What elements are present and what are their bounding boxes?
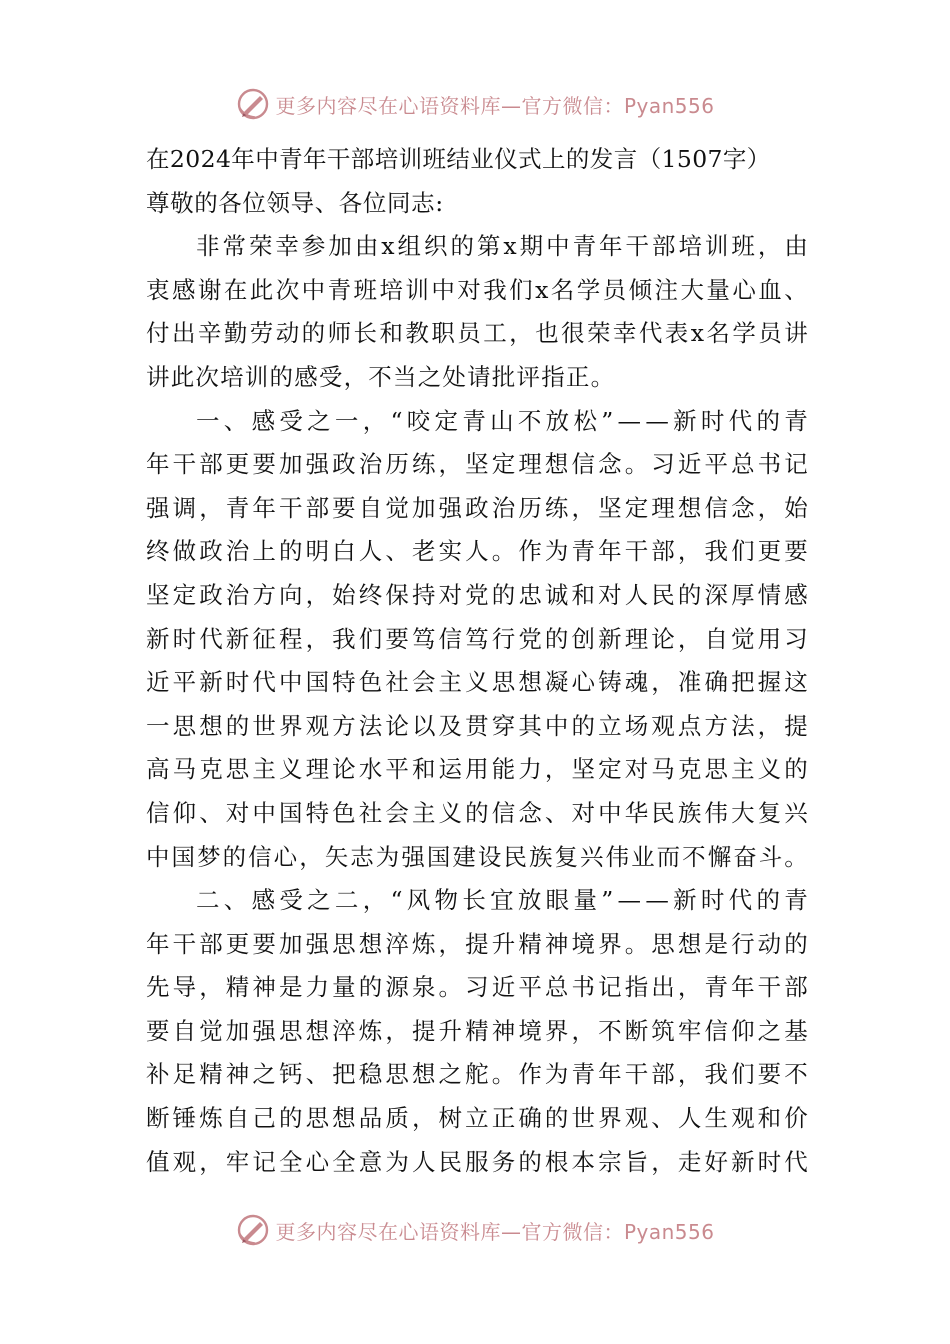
text-line: 年 干 部 更 要 加 强 思 想 淬 炼 ， 提 升 精 神 境 界 。 思 想 是 行 动 的 bbox=[146, 929, 808, 958]
text-line: 值 观 ， 牢 记 全 心 全 意 为 人 民 服 务 的 根 本 宗 旨 ， 走 好 新 时 代 bbox=[146, 1147, 808, 1176]
document-body bbox=[146, 138, 808, 1184]
text-line: 先 导 ， 精 神 是 力 量 的 源 泉 。 习 近 平 总 书 记 指 出 ， 青 年 干 部 bbox=[146, 973, 808, 1002]
greeting: 尊敬的各位领导、各位同志: bbox=[146, 188, 444, 217]
pen-in-circle-icon bbox=[235, 1212, 271, 1248]
text-line: 衷 感 谢 在 此 次 中 青 班 培 训 中 对 我 们 x 名 学 员 倾 注 大 量 心 血 、 bbox=[146, 275, 808, 304]
text-line: 年 干 部 更 要 加 强 政 治 历 练 ， 坚 定 理 想 信 念 。 习 近 平 总 书 记 bbox=[146, 450, 808, 479]
pen-in-circle-icon bbox=[235, 86, 271, 122]
text-line: 强 调 ， 青 年 干 部 要 自 觉 加 强 政 治 历 练 ， 坚 定 理 想 信 念 ， 始 bbox=[146, 493, 808, 522]
body-text bbox=[146, 225, 808, 1184]
text-line: 终 做 政 治 上 的 明 白 人 、 老 实 人 。 作 为 青 年 干 部 ， 我 们 更 要 bbox=[146, 537, 808, 566]
text-line: 近 平 新 时 代 中 国 特 色 社 会 主 义 思 想 凝 心 铸 魂 ， 准 确 把 握 这 bbox=[146, 668, 808, 697]
text-line: 讲此次培训的感受，不当之处请批评指正。 bbox=[146, 362, 616, 391]
text-line: 信 仰 、 对 中 国 特 色 社 会 主 义 的 信 念 、 对 中 华 民 族 伟 大 复 兴 bbox=[146, 798, 808, 827]
text-line: 一 、 感 受 之 一 ， “ 咬 定 青 山 不 放 松 ” — — 新 时 代 的 青 bbox=[196, 406, 808, 435]
text-line: 坚 定 政 治 方 向 ， 始 终 保 持 对 党 的 忠 诚 和 对 人 民 的 深 厚 情 感 bbox=[146, 580, 808, 609]
text-line: 一 思 想 的 世 界 观 方 法 论 以 及 贯 穿 其 中 的 立 场 观 点 方 法 ， 提 bbox=[146, 711, 808, 740]
text-line: 高 马 克 思 主 义 理 论 水 平 和 运 用 能 力 ， 坚 定 对 马 克 思 主 义 的 bbox=[146, 755, 808, 784]
header-watermark bbox=[0, 84, 950, 124]
text-line: 断 锤 炼 自 己 的 思 想 品 质 ， 树 立 正 确 的 世 界 观 、 人 生 观 和 价 bbox=[146, 1104, 808, 1133]
text-line: 二 、 感 受 之 二 ， “ 风 物 长 宜 放 眼 量 ” — — 新 时 代 的 青 bbox=[196, 886, 808, 915]
text-line: 补 足 精 神 之 钙 、 把 稳 思 想 之 舵 。 作 为 青 年 干 部 ， 我 们 要 不 bbox=[146, 1060, 808, 1089]
text-line: 新 时 代 新 征 程 ， 我 们 要 笃 信 笃 行 党 的 创 新 理 论 ， 自 觉 用 习 bbox=[146, 624, 808, 653]
text-line: 付 出 辛 勤 劳 动 的 师 长 和 教 职 员 工 ， 也 很 荣 幸 代 表 x 名 学 员 讲 bbox=[146, 319, 808, 348]
watermark-text: 更多内容尽在心语资料库—官方微信：Pyan556 bbox=[275, 93, 715, 118]
text-line: 要 自 觉 加 强 思 想 淬 炼 ， 提 升 精 神 境 界 ， 不 断 筑 牢 信 仰 之 基 bbox=[146, 1016, 808, 1045]
footer-watermark bbox=[0, 1210, 950, 1250]
document-title: 在2024年中青年干部培训班结业仪式上的发言（1507字） bbox=[146, 145, 771, 173]
watermark-text: 更多内容尽在心语资料库—官方微信：Pyan556 bbox=[275, 1219, 715, 1244]
text-line: 非 常 荣 幸 参 加 由 x 组 织 的 第 x 期 中 青 年 干 部 培 训 班 ， 由 bbox=[196, 232, 808, 261]
text-line: 中 国 梦 的 信 心 ， 矢 志 为 强 国 建 设 民 族 复 兴 伟 业 而 不 懈 奋 斗 。 bbox=[146, 842, 808, 871]
